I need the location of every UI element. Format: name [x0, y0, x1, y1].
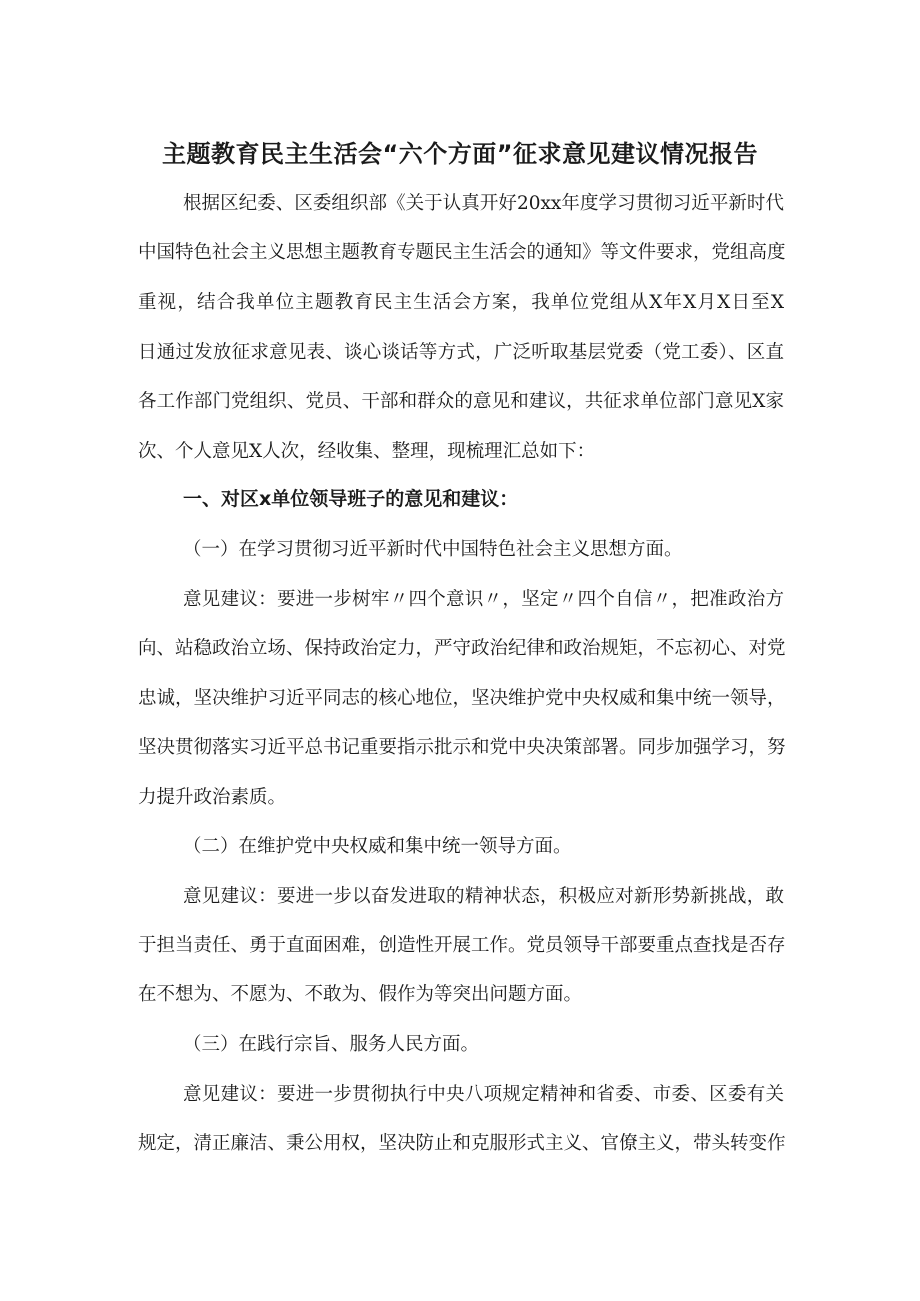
body-line: 规定，清正廉洁、秉公用权，坚决防止和克服形式主义、官僚主义，带头转变作: [138, 1133, 786, 1154]
body-line: 向、站稳政治立场、保持政治定力，严守政治纪律和政治规矩，不忘初心、对党: [138, 638, 786, 659]
subsection-heading: （二）在维护党中央权威和集中统一领导方面。: [183, 836, 572, 857]
body-line: 意见建议：要进一步以奋发进取的精神状态，积极应对新形势新挑战，敢: [183, 886, 784, 907]
intro-line: 中国特色社会主义思想主题教育专题民主生活会的通知》等文件要求，党组高度: [138, 242, 786, 263]
body-line: 忠诚，坚决维护习近平同志的核心地位，坚决维护党中央权威和集中统一领导，: [138, 688, 786, 709]
body-line: 力提升政治素质。: [138, 787, 287, 808]
intro-line: 次、个人意见X人次，经收集、整理，现梳理汇总如下：: [138, 441, 596, 462]
body-line: 在不想为、不愿为、不敢为、假作为等突出问题方面。: [138, 984, 583, 1005]
intro-line: 各工作部门党组织、党员、干部和群众的意见和建议，共征求单位部门意见X家: [138, 391, 784, 412]
section-heading: 一、对区x单位领导班子的意见和建议：: [183, 488, 519, 510]
intro-line: 根据区纪委、区委组织部《关于认真开好20xx年度学习贯彻习近平新时代: [183, 193, 784, 214]
subsection-heading: （三）在践行宗旨、服务人民方面。: [183, 1034, 480, 1055]
subsection-heading: （一）在学习贯彻习近平新时代中国特色社会主义思想方面。: [183, 539, 683, 560]
body-line: 坚决贯彻落实习近平总书记重要指示批示和党中央决策部署。同步加强学习，努: [138, 737, 786, 758]
document-title: 主题教育民主生活会“六个方面”征求意见建议情况报告: [161, 140, 759, 168]
body-line: 于担当责任、勇于直面困难，创造性开展工作。党员领导干部要重点查找是否存: [138, 935, 786, 956]
body-line: 意见建议：要进一步贯彻执行中央八项规定精神和省委、市委、区委有关: [183, 1084, 784, 1105]
intro-line: 重视，结合我单位主题教育民主生活会方案，我单位党组从X年X月X日至X: [138, 292, 784, 313]
intro-line: 日通过发放征求意见表、谈心谈话等方式，广泛听取基层党委（党工委）、区直: [138, 342, 784, 363]
body-line: 意见建议：要进一步树牢〃四个意识〃，坚定〃四个自信〃，把准政治方: [183, 589, 784, 610]
